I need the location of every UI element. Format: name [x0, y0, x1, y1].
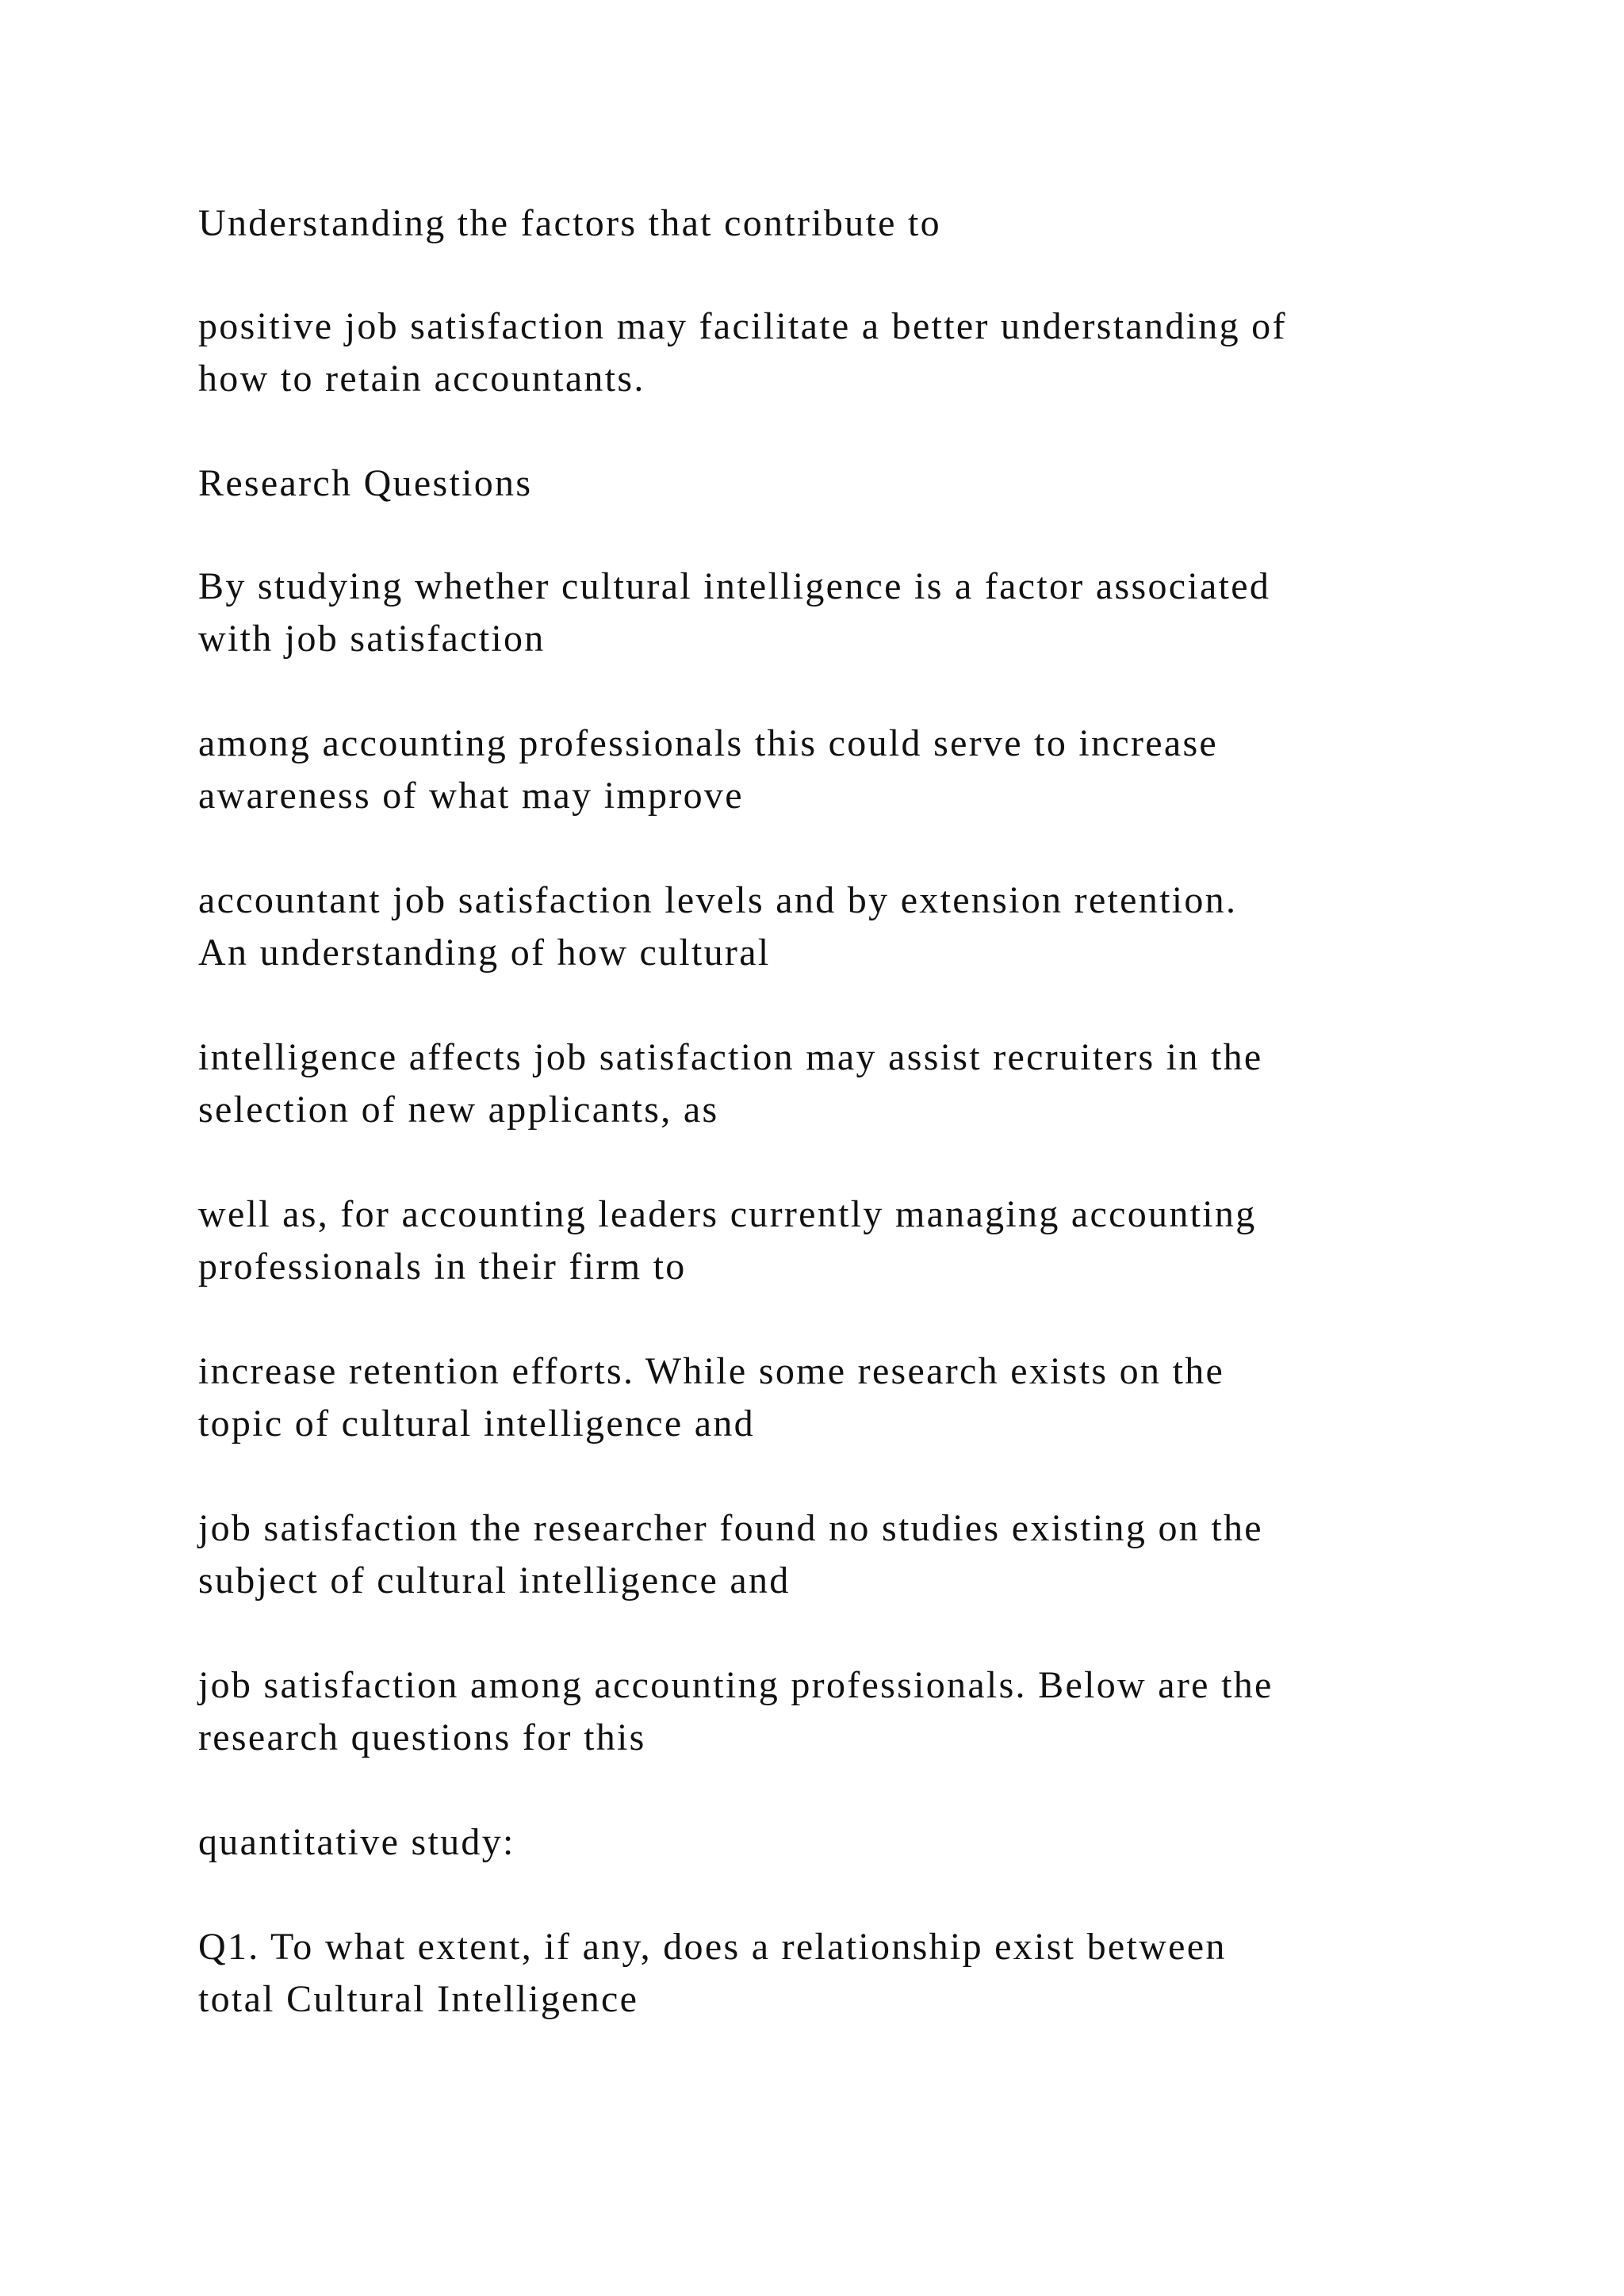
paragraph-line: positive job satisfaction may facilitate a better understanding of: [198, 305, 1287, 347]
research-question-line: total Cultural Intelligence: [198, 1978, 639, 2020]
paragraph-line: topic of cultural intelligence and: [198, 1402, 755, 1445]
paragraph-line: how to retain accountants.: [198, 358, 645, 400]
paragraph-line: awareness of what may improve: [198, 775, 744, 817]
paragraph-line: Understanding the factors that contribute to: [198, 202, 941, 244]
research-question-line: Q1. To what extent, if any, does a relationship exist between: [198, 1926, 1227, 1968]
paragraph-line: among accounting professionals this could serve to increase: [198, 722, 1219, 764]
section-heading: Research Questions: [198, 462, 533, 504]
paragraph-line: An understanding of how cultural: [198, 932, 771, 974]
paragraph-line: job satisfaction the researcher found no studies existing on the: [198, 1507, 1263, 1549]
paragraph-line: intelligence affects job satisfaction may assist recruiters in the: [198, 1036, 1263, 1078]
paragraph-line: research questions for this: [198, 1716, 646, 1758]
paragraph-line: professionals in their firm to: [198, 1246, 687, 1288]
paragraph-line: By studying whether cultural intelligence is a factor associated: [198, 565, 1271, 607]
paragraph-line: quantitative study:: [198, 1821, 515, 1863]
paragraph-line: selection of new applicants, as: [198, 1089, 719, 1131]
paragraph-line: subject of cultural intelligence and: [198, 1559, 791, 1601]
paragraph-line: accountant job satisfaction levels and by extension retention.: [198, 879, 1238, 921]
paragraph-line: with job satisfaction: [198, 618, 546, 660]
paragraph-line: increase retention efforts. While some research exists on the: [198, 1350, 1225, 1392]
paragraph-line: job satisfaction among accounting professionals. Below are the: [198, 1664, 1274, 1706]
paragraph-line: well as, for accounting leaders currently managing accounting: [198, 1193, 1257, 1235]
